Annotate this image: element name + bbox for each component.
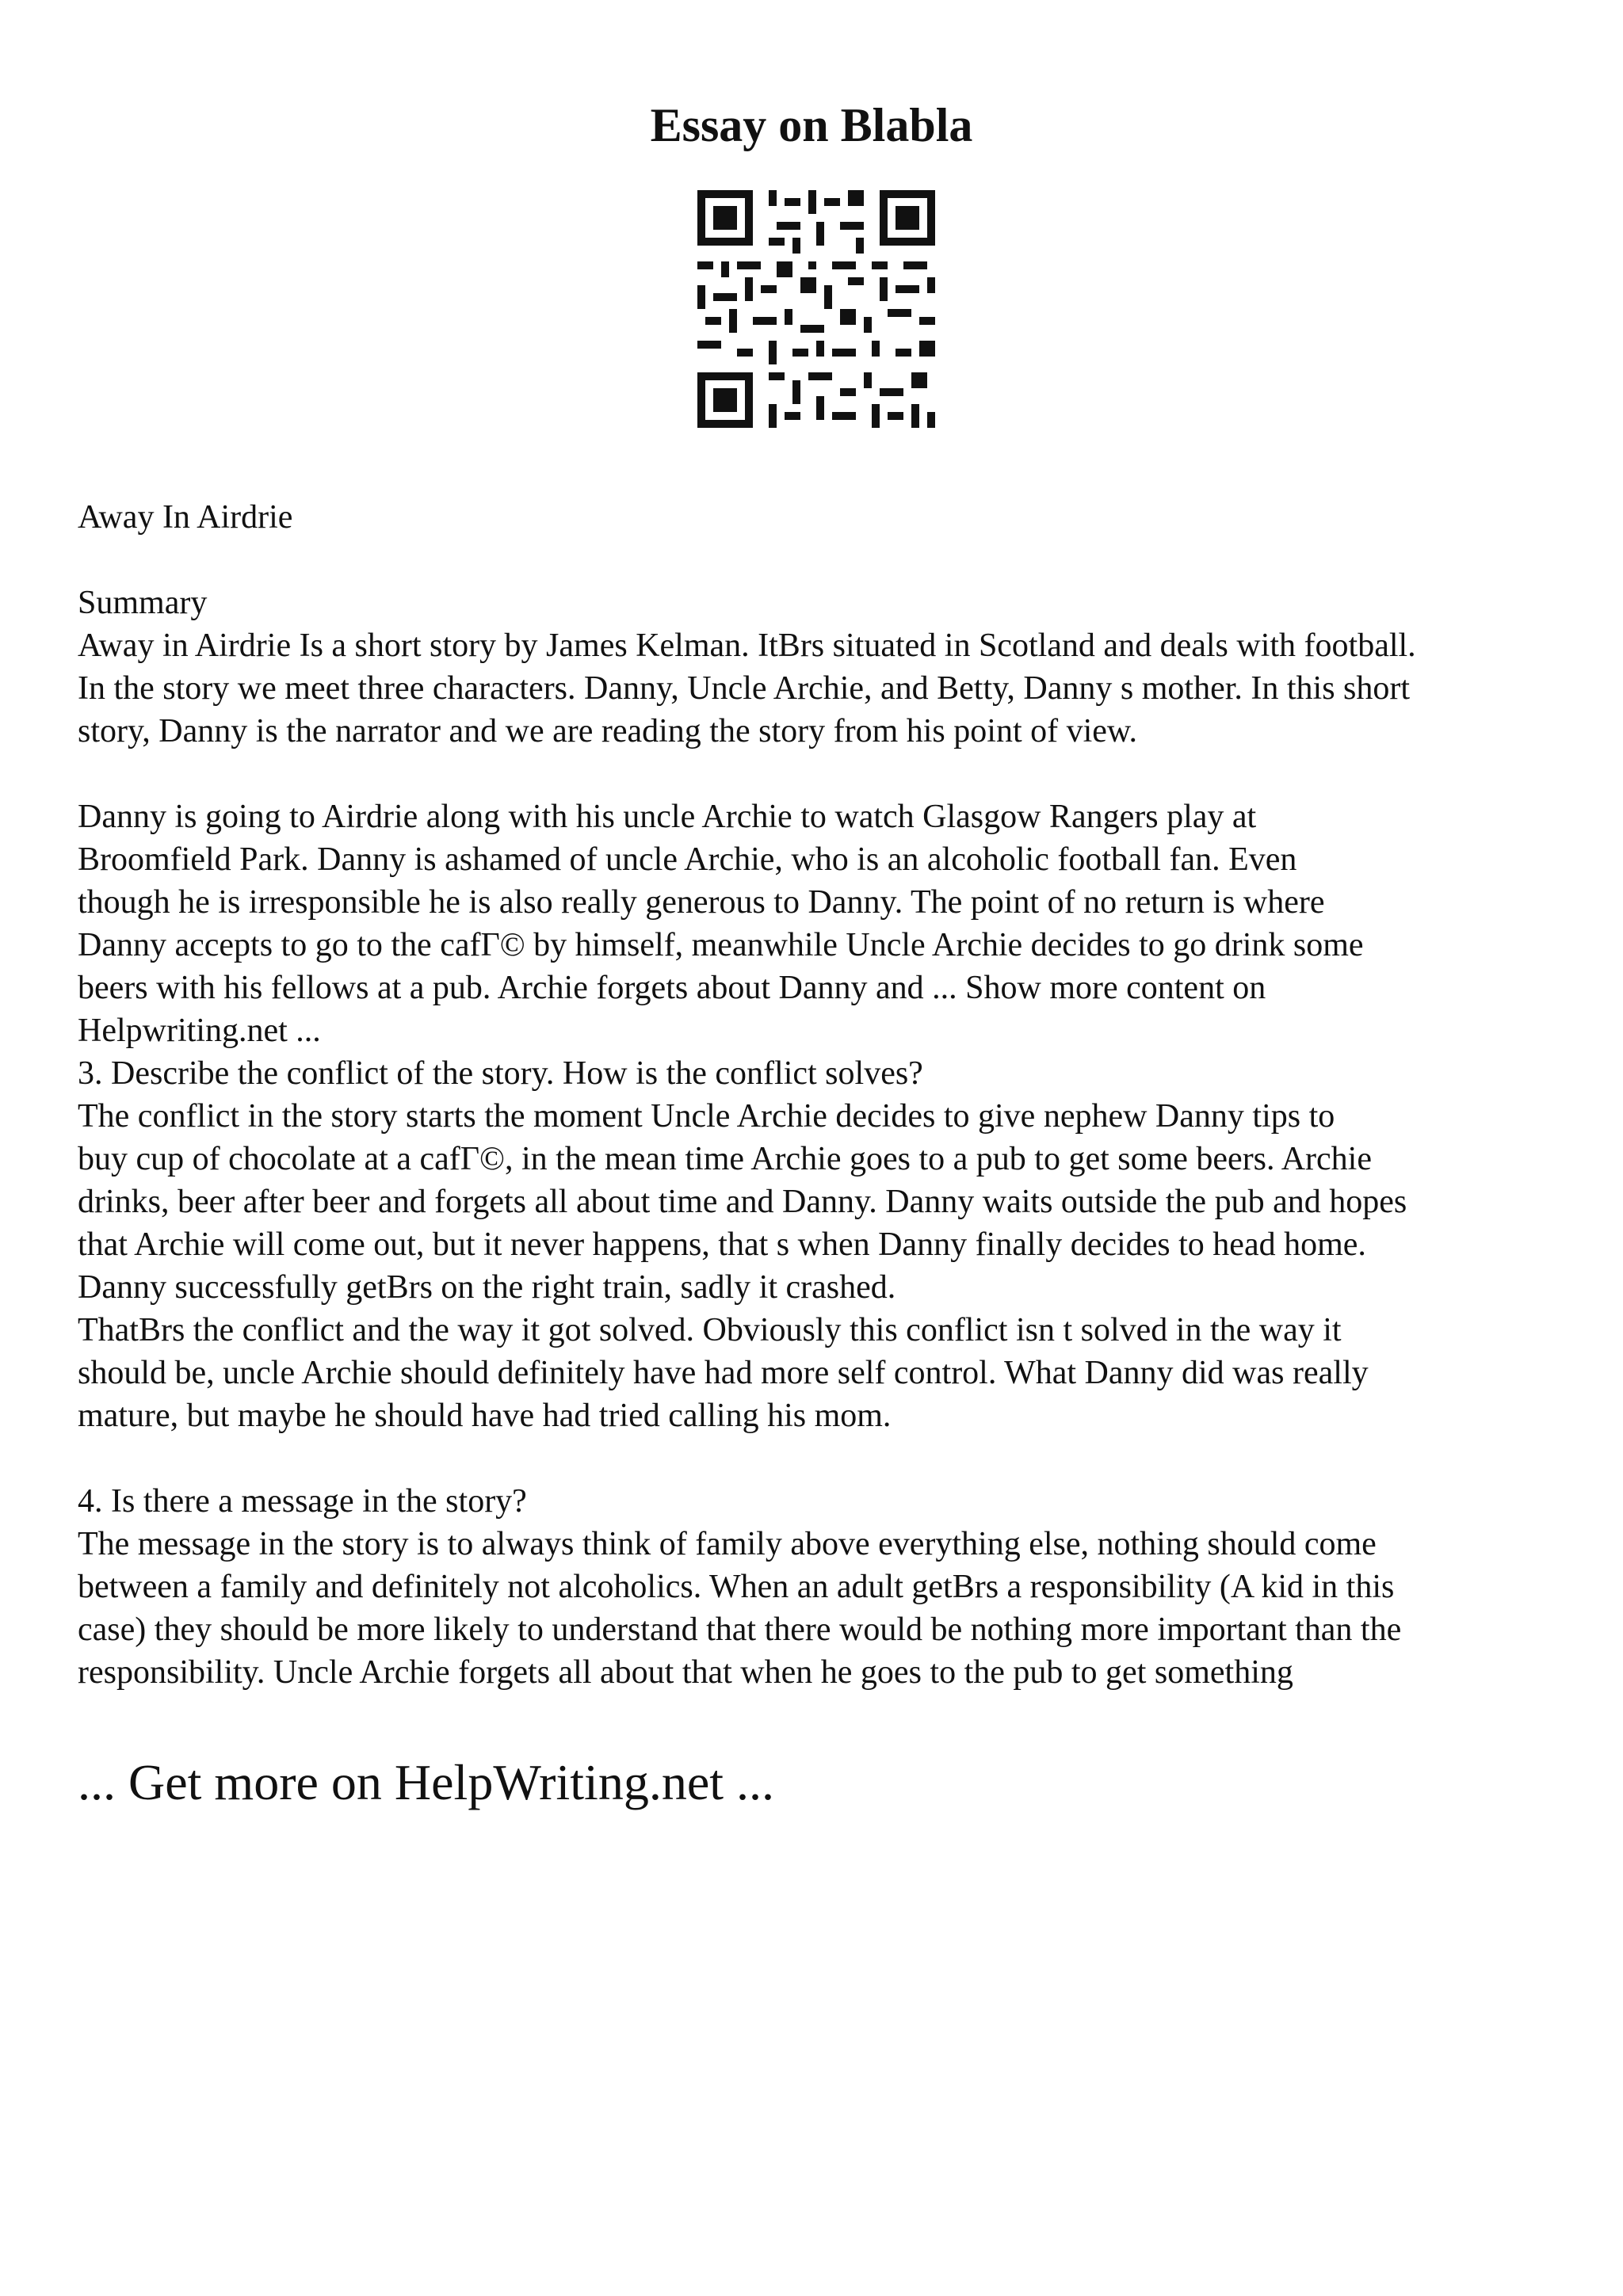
- paragraph: Away in Airdrie Is a short story by James Kelman. ItBrs situated in Scotland and deals with football. In the story we meet three characters. Danny, Uncle Archie, and Betty, Danny s mother. In this short story, Danny is the narrator and we are reading the story from his point of view.: [78, 627, 1416, 749]
- qr-code: [697, 190, 935, 428]
- document-title: Essay on Blabla: [650, 99, 973, 151]
- summary-label: Summary: [78, 585, 208, 621]
- document-body: [78, 496, 1568, 1694]
- paragraph: 4. Is there a message in the story? The message in the story is to always think of family above everything else, nothing should come between a family and definitely not alcoholics. When an adult getBrs a responsibility (A kid in this case) they should be more likely to understand that there would be nothing more important than the responsibility. Uncle Archie forgets all about that when he goes to the pub to get something: [78, 1483, 1402, 1691]
- heading: Away In Airdrie: [78, 499, 293, 536]
- footer-link-text[interactable]: ... Get more on HelpWriting.net ...: [78, 1754, 774, 1810]
- paragraph: Danny is going to Airdrie along with his uncle Archie to watch Glasgow Rangers play at Broomfield Park. Danny is ashamed of uncle Archie, who is an alcoholic football fan. Even though he is irresponsible he is also really generous to Danny. The point of no return is where Danny accepts to go to the cafГ© by himself, meanwhile Uncle Archie decides to go drink some beers with his fellows at a pub. Archie forgets about Danny and ... Show more content on Helpwriting.net ... 3. Describe the conflict of the story. How is the conflict solves? The conflict in the story starts the moment Uncle Archie decides to give nephew Danny tips to buy cup of chocolate at a cafГ©, in the mean time Archie goes to a pub to get some beers. Archie drinks, beer after beer and forgets all about time and Danny. Danny waits outside the pub and hopes that Archie will come out, but it never happens, that s when Danny finally decides to head home. Danny successfully getBrs on the right train, sadly it crashed. ThatBrs the conflict and the way it got solved. Obviously this conflict isn t solved in the way it should be, uncle Archie should definitely have had more self control. What Danny did was really mature, but maybe he should have had tried calling his mom.: [78, 799, 1407, 1434]
